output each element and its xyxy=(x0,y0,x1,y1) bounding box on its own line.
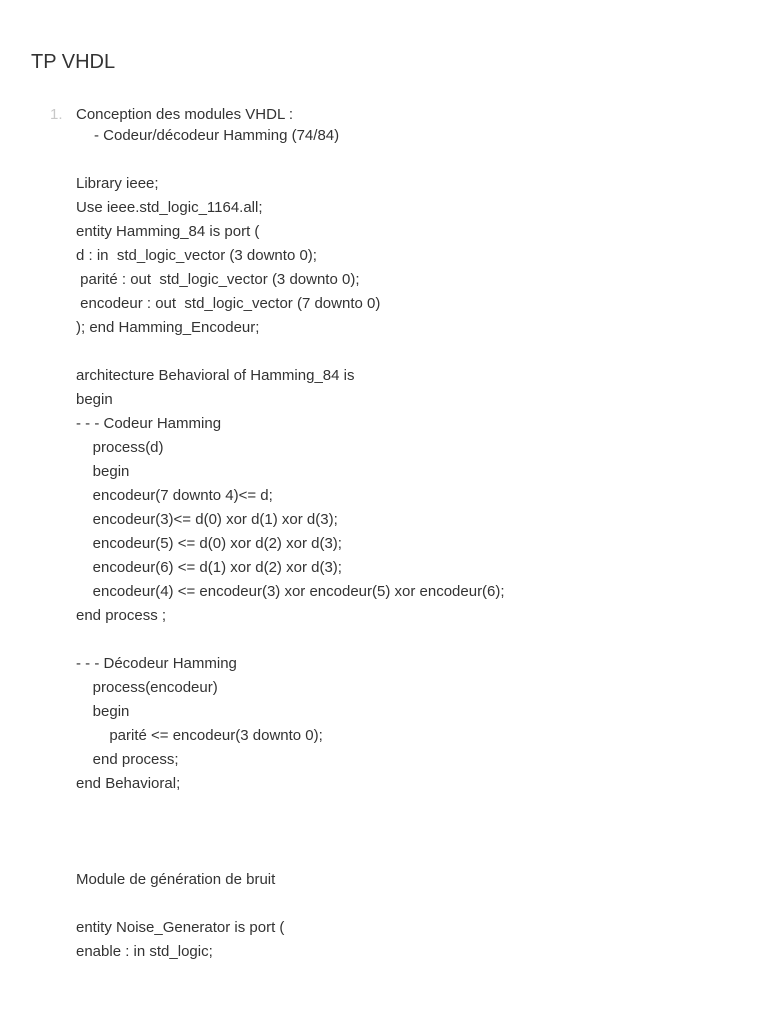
document-title: TP VHDL xyxy=(31,51,116,73)
code-line: encodeur(4) <= encodeur(3) xor encodeur(5) xor encodeur(6); xyxy=(76,583,505,600)
code-line: Library ieee; xyxy=(76,175,159,192)
code-line xyxy=(76,630,505,654)
code-line: - - - Codeur Hamming xyxy=(76,415,222,432)
list-item-number: 1. xyxy=(50,106,63,123)
list-item-subheading: - Codeur/décodeur Hamming (74/84) xyxy=(94,127,340,144)
code-line xyxy=(76,894,505,918)
list-item-heading: Conception des modules VHDL : xyxy=(76,106,294,123)
code-line: d : in std_logic_vector (3 downto 0); xyxy=(76,247,317,264)
code-line: process(d) xyxy=(76,439,164,456)
code-line: end process ; xyxy=(76,607,167,624)
code-line xyxy=(76,822,505,846)
code-line: begin xyxy=(76,463,130,480)
code-line: Module de génération de bruit xyxy=(76,871,276,888)
code-line: encodeur(6) <= d(1) xor d(2) xor d(3); xyxy=(76,559,342,576)
code-line xyxy=(76,846,505,870)
code-line: architecture Behavioral of Hamming_84 is xyxy=(76,367,355,384)
code-line: entity Hamming_84 is port ( xyxy=(76,223,260,240)
code-line: enable : in std_logic; xyxy=(76,943,213,960)
code-line xyxy=(76,798,505,822)
code-line: encodeur(3)<= d(0) xor d(1) xor d(3); xyxy=(76,511,338,528)
code-line: end Behavioral; xyxy=(76,775,181,792)
code-line: encodeur(7 downto 4)<= d; xyxy=(76,487,273,504)
code-line: ); end Hamming_Encodeur; xyxy=(76,319,260,336)
code-block xyxy=(76,174,505,966)
code-line: end process; xyxy=(76,751,179,768)
code-line: parité <= encodeur(3 downto 0); xyxy=(76,727,323,744)
code-line: begin xyxy=(76,703,130,720)
code-line: - - - Décodeur Hamming xyxy=(76,655,237,672)
code-line: encodeur : out std_logic_vector (7 downto 0) xyxy=(76,295,381,312)
code-line: begin xyxy=(76,391,113,408)
code-line: parité : out std_logic_vector (3 downto 0); xyxy=(76,271,360,288)
code-line: process(encodeur) xyxy=(76,679,218,696)
code-line: Use ieee.std_logic_1164.all; xyxy=(76,199,263,216)
code-line xyxy=(76,342,505,366)
code-line: entity Noise_Generator is port ( xyxy=(76,919,285,936)
code-line: encodeur(5) <= d(0) xor d(2) xor d(3); xyxy=(76,535,342,552)
